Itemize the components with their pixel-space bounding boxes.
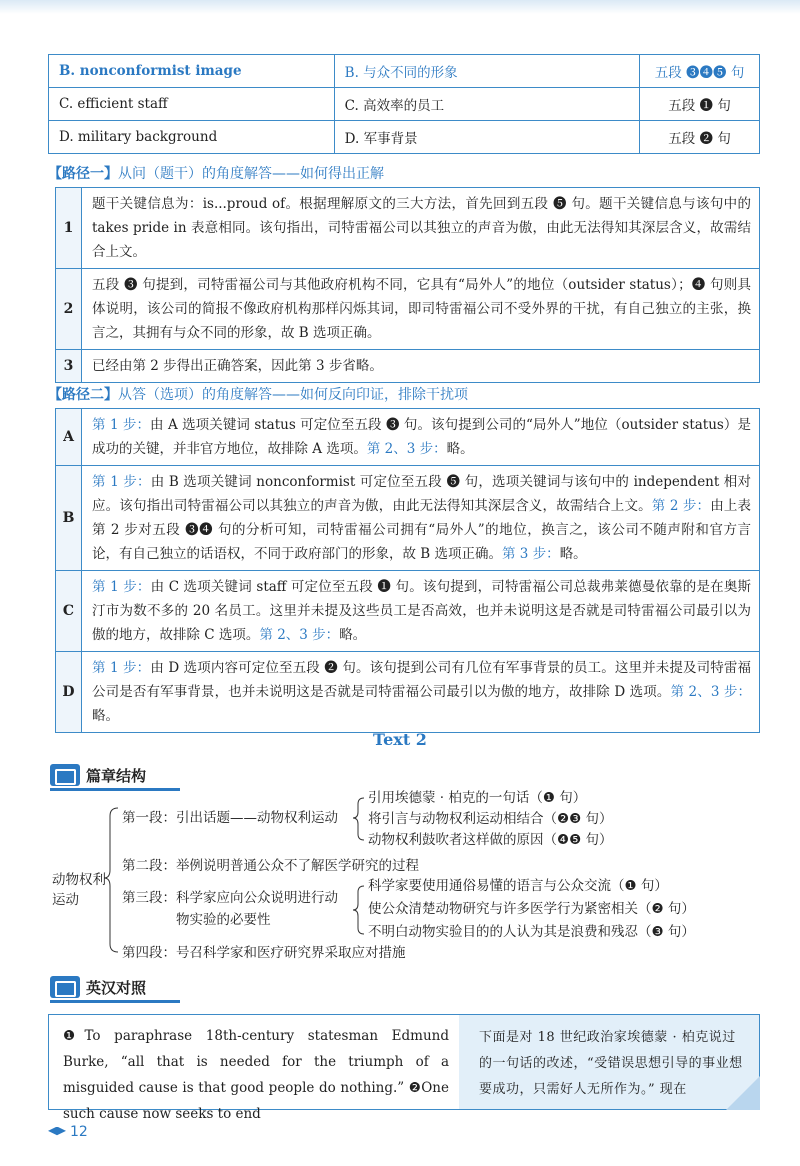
graduation-cap-icon bbox=[48, 1127, 66, 1138]
option-location: 五段 ❷ 句 bbox=[640, 121, 760, 154]
structure-para1-item: 引用埃德蒙 · 柏克的一句话（❶ 句） bbox=[368, 790, 587, 806]
bilingual-heading bbox=[50, 976, 146, 998]
structure-root-text: 动物权利运动 bbox=[52, 872, 106, 908]
route1-tag: 【路径一】 bbox=[48, 166, 118, 182]
bilingual-chinese bbox=[459, 1015, 759, 1109]
route2-heading: 从答（选项）的角度解答——如何反向印证，排除干扰项 bbox=[118, 387, 468, 403]
option-letter: B bbox=[56, 466, 82, 570]
structure-para4: 第四段：号召科学家和医疗研究界采取应对措施 bbox=[122, 945, 406, 961]
option-location: 五段 ❸❹❺ 句 bbox=[640, 55, 760, 88]
option-en: C. efficient staff bbox=[49, 88, 335, 121]
structure-para1: 第一段：引出话题——动物权利运动 bbox=[122, 810, 338, 826]
option-letter: D bbox=[56, 652, 82, 732]
option-analysis: 第 1 步：由 C 选项关键词 staff 可定位至五段 ❶ 句。该句提到，司特雷福公司总裁弗莱德曼依靠的是在奥斯汀市为数不多的 20 名员工。这里并未提及这些员工是否高效，也并未说明这是否就是司特雷福公司最引以为傲的地方，故排除 C 选项。第 2、3 步：略。 bbox=[82, 571, 759, 651]
option-zh: C. 高效率的员工 bbox=[334, 88, 639, 121]
bilingual-chinese-text: 下面是对 18 世纪政治家埃德蒙 · 柏克说过的一句话的改述，“受错误思想引导的事业想要成功，只需好人无所作为。” 现在 bbox=[479, 1030, 743, 1097]
option-en: D. military background bbox=[49, 121, 335, 154]
option-analysis: 第 1 步：由 B 选项关键词 nonconformist 可定位至五段 ❺ 句，选项关键词与该句中的 independent 相对应。该句指出司特雷福公司以其独立的声音为傲，由此无法得知其深层含义，故需结合上文。第 2 步：由上表第 2 步对五段 ❸❹ 句的分析可知，司特雷福公司拥有“局外人”的地位，换言之，该公司不随声附和官方言论，有自己独立的话语权，不同于政府部门的形象，故 B 选项正确。第 3 步：略。 bbox=[82, 466, 759, 570]
option-location: 五段 ❶ 句 bbox=[640, 88, 760, 121]
option-en: B. nonconformist image bbox=[49, 55, 335, 88]
route2-tag: 【路径二】 bbox=[48, 387, 118, 403]
option-letter: A bbox=[56, 409, 82, 465]
page-number-text: 12 bbox=[70, 1124, 88, 1140]
structure-para3-line1: 第三段：科学家应向公众说明进行动 bbox=[122, 890, 338, 906]
option-zh: B. 与众不同的形象 bbox=[334, 55, 639, 88]
option-letter: C bbox=[56, 571, 82, 651]
structure-para1-item: 将引言与动物权利运动相结合（❷❸ 句） bbox=[368, 811, 613, 827]
option-analysis: 第 1 步：由 D 选项内容可定位至五段 ❷ 句。该句提到公司有几位有军事背景的员工。这里并未提及司特雷福公司是否有军事背景，也并未说明这是否就是司特雷福公司最引以为傲的地方，故排除 D 选项。第 2、3 步：略。 bbox=[82, 652, 759, 732]
option-analysis: 第 1 步：由 A 选项关键词 status 可定位至五段 ❸ 句。该句提到公司的“局外人”地位（outsider status）是成功的关键，并非官方地位，故排除 A 选项。第 2、3 步：略。 bbox=[82, 409, 759, 465]
step-text: 已经由第 2 步得出正确答案，因此第 3 步省略。 bbox=[92, 358, 383, 374]
structure-root bbox=[52, 870, 108, 910]
structure-para1-item: 动物权利鼓吹者这样做的原因（❹❺ 句） bbox=[368, 832, 613, 848]
structure-para3-item: 不明白动物实验目的的人认为其是浪费和残忍（❸ 句） bbox=[368, 924, 695, 940]
book-icon bbox=[50, 976, 80, 998]
heading-underline bbox=[50, 1000, 180, 1003]
route1-heading: 从问（题干）的角度解答——如何得出正解 bbox=[118, 166, 384, 182]
bilingual-english: ❶To paraphrase 18th-century statesman Edmund Burke, “all that is needed for the triumph of a misguided cause is that good people do nothing.” ❷One such cause now seeks to end bbox=[63, 1028, 449, 1122]
option-zh: D. 军事背景 bbox=[334, 121, 639, 154]
step-number: 3 bbox=[56, 350, 82, 382]
structure-heading-label: 篇章结构 bbox=[86, 766, 147, 785]
bilingual-heading-label: 英汉对照 bbox=[86, 978, 147, 997]
step-text: 题干关键信息为：is...proud of。根据理解原文的三大方法，首先回到五段 ❺ 句。题干关键信息与该句中的 takes pride in 表意相同。该句指出，司特雷福公司以其独立的声音为傲，由此无法得知其深层含义，故需结合上文。 bbox=[92, 196, 751, 260]
structure-para3-item: 使公众清楚动物研究与许多医学行为紧密相关（❷ 句） bbox=[368, 901, 695, 917]
step-number: 2 bbox=[56, 269, 82, 349]
page-curl-decoration bbox=[726, 1076, 760, 1110]
structure-para3-line2: 物实验的必要性 bbox=[176, 912, 271, 928]
step-number: 1 bbox=[56, 188, 82, 268]
structure-para3-item: 科学家要使用通俗易懂的语言与公众交流（❶ 句） bbox=[368, 878, 668, 894]
bilingual-box bbox=[48, 1014, 760, 1122]
text2-title: Text 2 bbox=[373, 730, 427, 749]
structure-para2: 第二段：举例说明普通公众不了解医学研究的过程 bbox=[122, 858, 419, 874]
page-number bbox=[48, 1124, 88, 1140]
step-text: 五段 ❸ 句提到，司特雷福公司与其他政府机构不同，它具有“局外人”的地位（outsider status）；❹ 句则具体说明，该公司的简报不像政府机构那样闪烁其词，即司特雷福公司不受外界的干扰，有自己独立的主张，换言之，其拥有与众不同的形象，故 B 选项正确。 bbox=[92, 277, 751, 341]
